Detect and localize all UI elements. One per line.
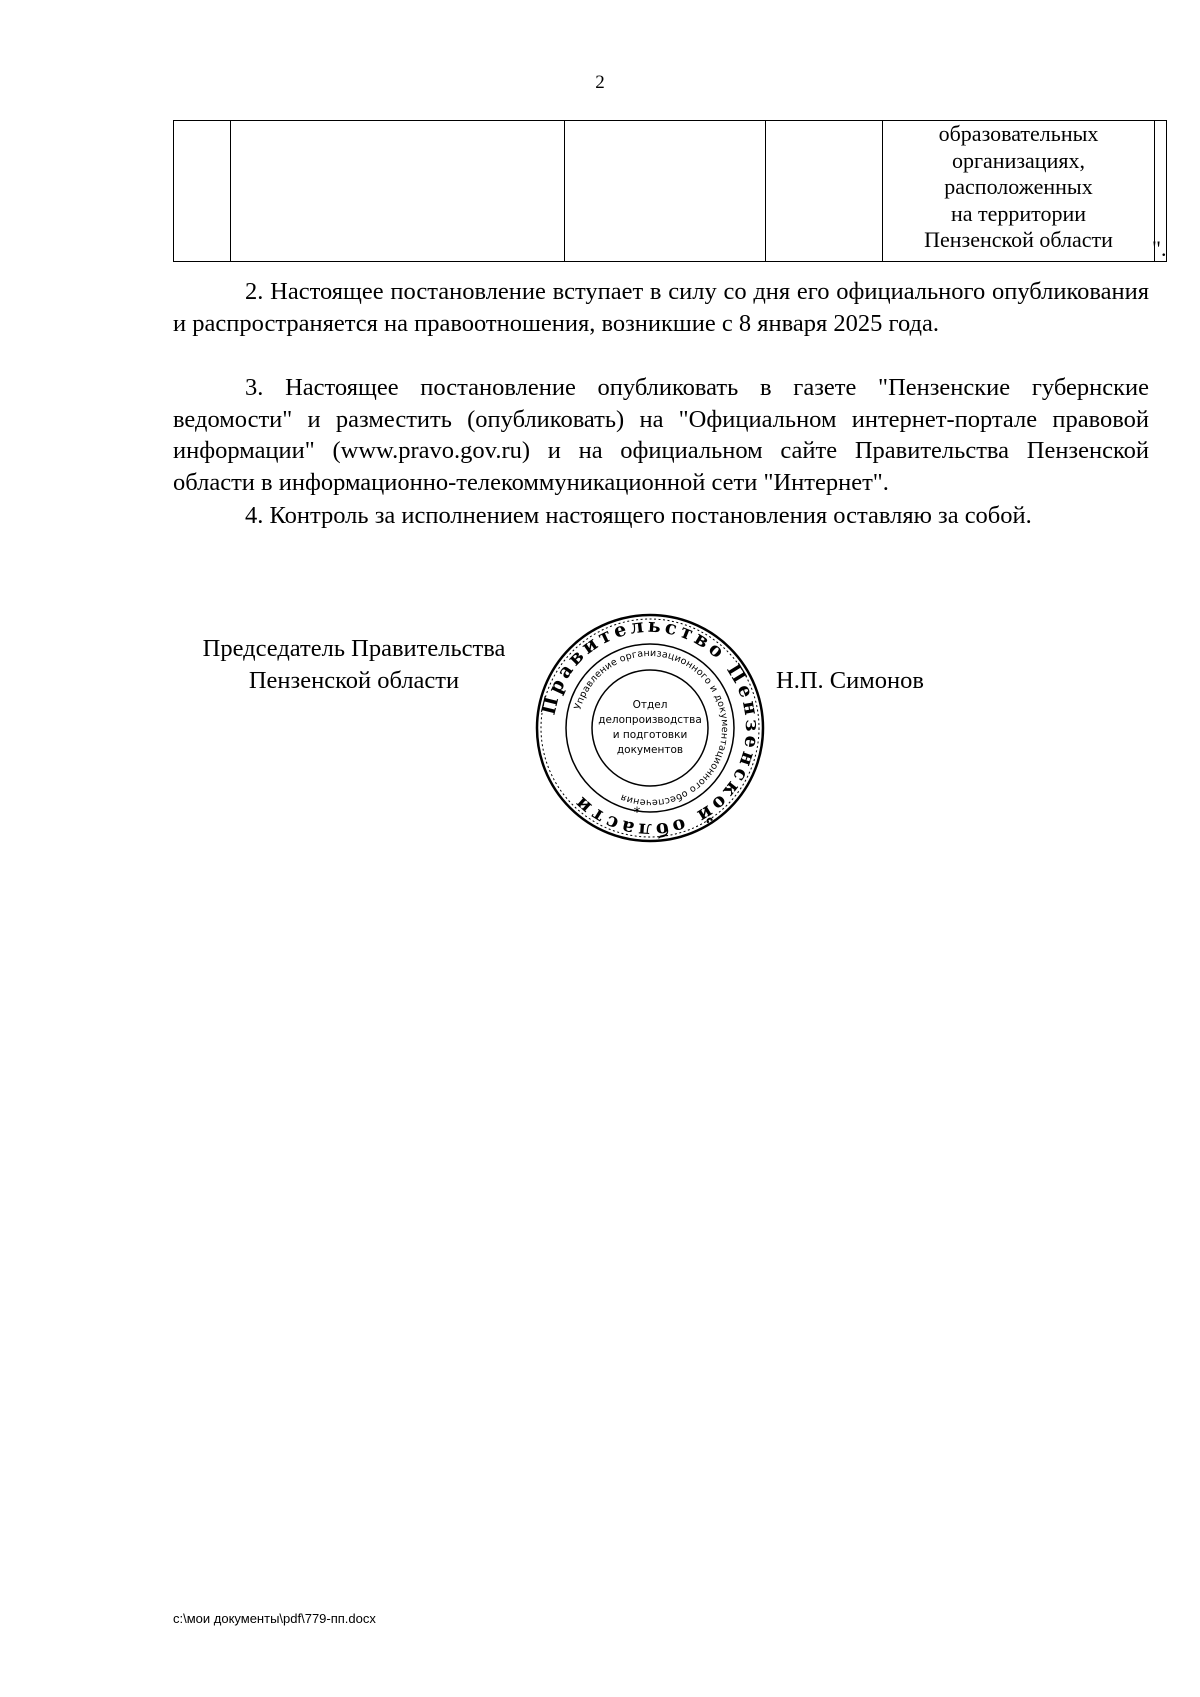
closing-quote: ". <box>1152 236 1167 261</box>
svg-text:Управление организационного и <box>573 648 731 808</box>
cell-line: образовательных <box>938 121 1099 146</box>
table-row <box>174 121 1167 262</box>
cell-line: на территории <box>950 200 1087 226</box>
table-cell-empty <box>231 121 565 262</box>
cell-line: организациях, <box>952 147 1085 173</box>
paragraph-3: 3. Настоящее постановление опубликовать в газете "Пензенские губернские ведомости" и разместить (опубликовать) на "Официальном интернет-портале правовой информации" (www.pravo.gov.ru) и на официальном сайте Правительства Пензенской области в информационно-телекоммуникационной сети "Интернет". <box>173 374 1149 496</box>
document-file-path: c:\мои документы\pdf\779-пп.docx <box>173 1611 376 1626</box>
seal-star-icon: * <box>633 805 641 821</box>
continued-table <box>173 120 1167 262</box>
paragraph-2: 2. Настоящее постановление вступает в силу со дня его официального опубликования и распространяется на правоотношения, возникшие с 8 января 2025 года. <box>173 278 1149 337</box>
seal-center-line: и подготовки <box>612 729 688 741</box>
seal-center-line: Отдел <box>632 699 668 711</box>
signatory-position <box>173 633 535 697</box>
seal-inner-ring-text: Управление организационного и документационного обеспечения <box>572 647 731 809</box>
official-seal <box>534 612 766 844</box>
signatory-position-line: Пензенской области <box>248 667 460 694</box>
paragraph-4: 4. Контроль за исполнением настоящего постановления оставляю за собой. <box>245 502 1032 529</box>
seal-center-line: документов <box>616 744 684 756</box>
seal-center-line: делопроизводства <box>598 714 702 726</box>
page-number: 2 <box>595 72 605 93</box>
seal-outer-text: Правительство Пензенской области <box>537 614 764 842</box>
cell-line: расположенных <box>944 174 1093 199</box>
table-cell-empty <box>766 121 883 262</box>
table-cell-empty <box>565 121 766 262</box>
table-cell-text <box>883 121 1155 262</box>
signatory-name: Н.П. Симонов <box>776 667 924 694</box>
signatory-position-line: Председатель Правительства <box>202 635 506 662</box>
table-cell-empty <box>174 121 231 262</box>
cell-line: Пензенской области <box>924 227 1113 252</box>
